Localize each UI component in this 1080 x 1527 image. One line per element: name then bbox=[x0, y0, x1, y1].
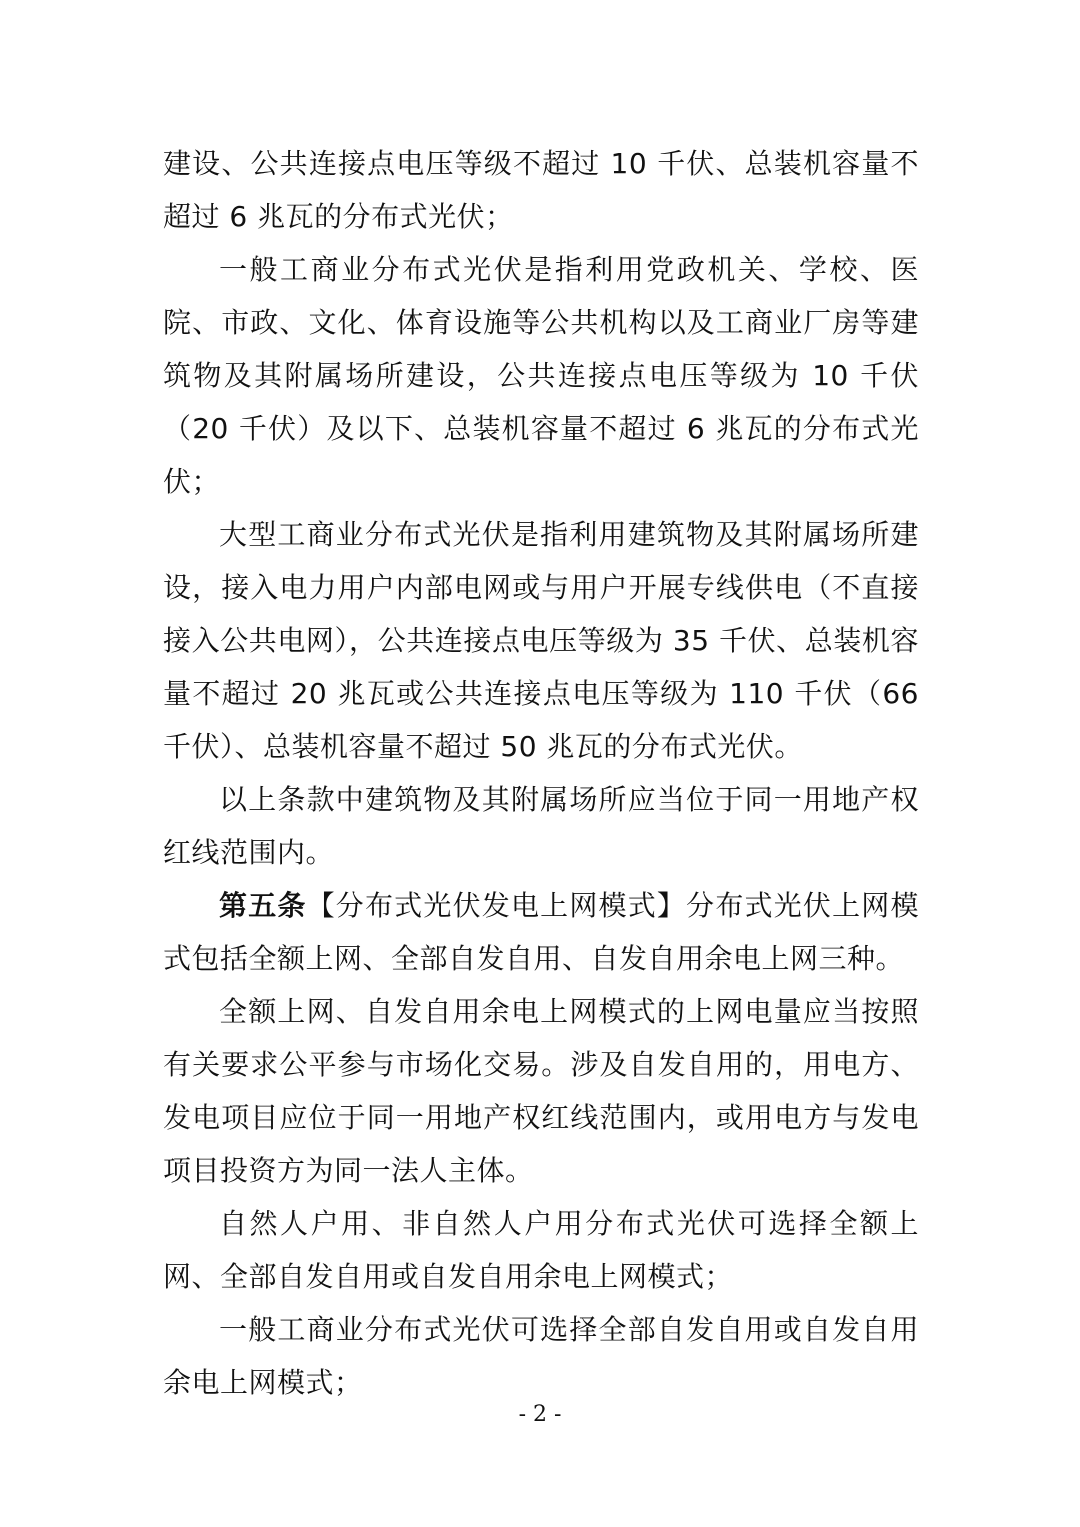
paragraph-text: 自然人户用、非自然人户用分布式光伏可选择全额上网、全部自发自用或自发自用余电上网模式； bbox=[163, 1207, 919, 1293]
paragraph-text: 建设、公共连接点电压等级不超过 10 千伏、总装机容量不超过 6 兆瓦的分布式光伏； bbox=[163, 147, 919, 233]
body-text bbox=[163, 137, 919, 1409]
paragraph-general-commercial-modes bbox=[163, 1303, 919, 1409]
paragraph-article-five bbox=[163, 879, 919, 985]
paragraph-text: 以上条款中建筑物及其附属场所应当位于同一用地产权红线范围内。 bbox=[163, 783, 919, 869]
paragraph-red-line-scope bbox=[163, 773, 919, 879]
paragraph-continuation bbox=[163, 137, 919, 243]
paragraph-text: 全额上网、自发自用余电上网模式的上网电量应当按照有关要求公平参与市场化交易。涉及自发自用的，用电方、发电项目应位于同一用地产权红线范围内，或用电方与发电项目投资方为同一法人主体。 bbox=[163, 995, 919, 1187]
paragraph-market-trading bbox=[163, 985, 919, 1197]
article-title: 第五条 bbox=[219, 889, 307, 922]
paragraph-text: 一般工商业分布式光伏是指利用党政机关、学校、医院、市政、文化、体育设施等公共机构以及工商业厂房等建筑物及其附属场所建设，公共连接点电压等级为 10 千伏（20 千伏）及以下、总装机容量不超过 6 兆瓦的分布式光伏； bbox=[163, 253, 919, 498]
paragraph-general-commercial bbox=[163, 243, 919, 508]
paragraph-household-modes bbox=[163, 1197, 919, 1303]
paragraph-text: 【分布式光伏发电上网模式】分布式光伏上网模式包括全额上网、全部自发自用、自发自用余电上网三种。 bbox=[163, 889, 919, 975]
paragraph-text: 大型工商业分布式光伏是指利用建筑物及其附属场所建设，接入电力用户内部电网或与用户开展专线供电（不直接接入公共电网），公共连接点电压等级为 35 千伏、总装机容量不超过 20 兆瓦或公共连接点电压等级为 110 千伏（66 千伏）、总装机容量不超过 50 兆瓦的分布式光伏。 bbox=[163, 518, 919, 763]
paragraph-large-commercial bbox=[163, 508, 919, 773]
paragraph-text: 一般工商业分布式光伏可选择全部自发自用或自发自用余电上网模式； bbox=[163, 1313, 919, 1399]
page-number: - 2 - bbox=[518, 1402, 562, 1427]
